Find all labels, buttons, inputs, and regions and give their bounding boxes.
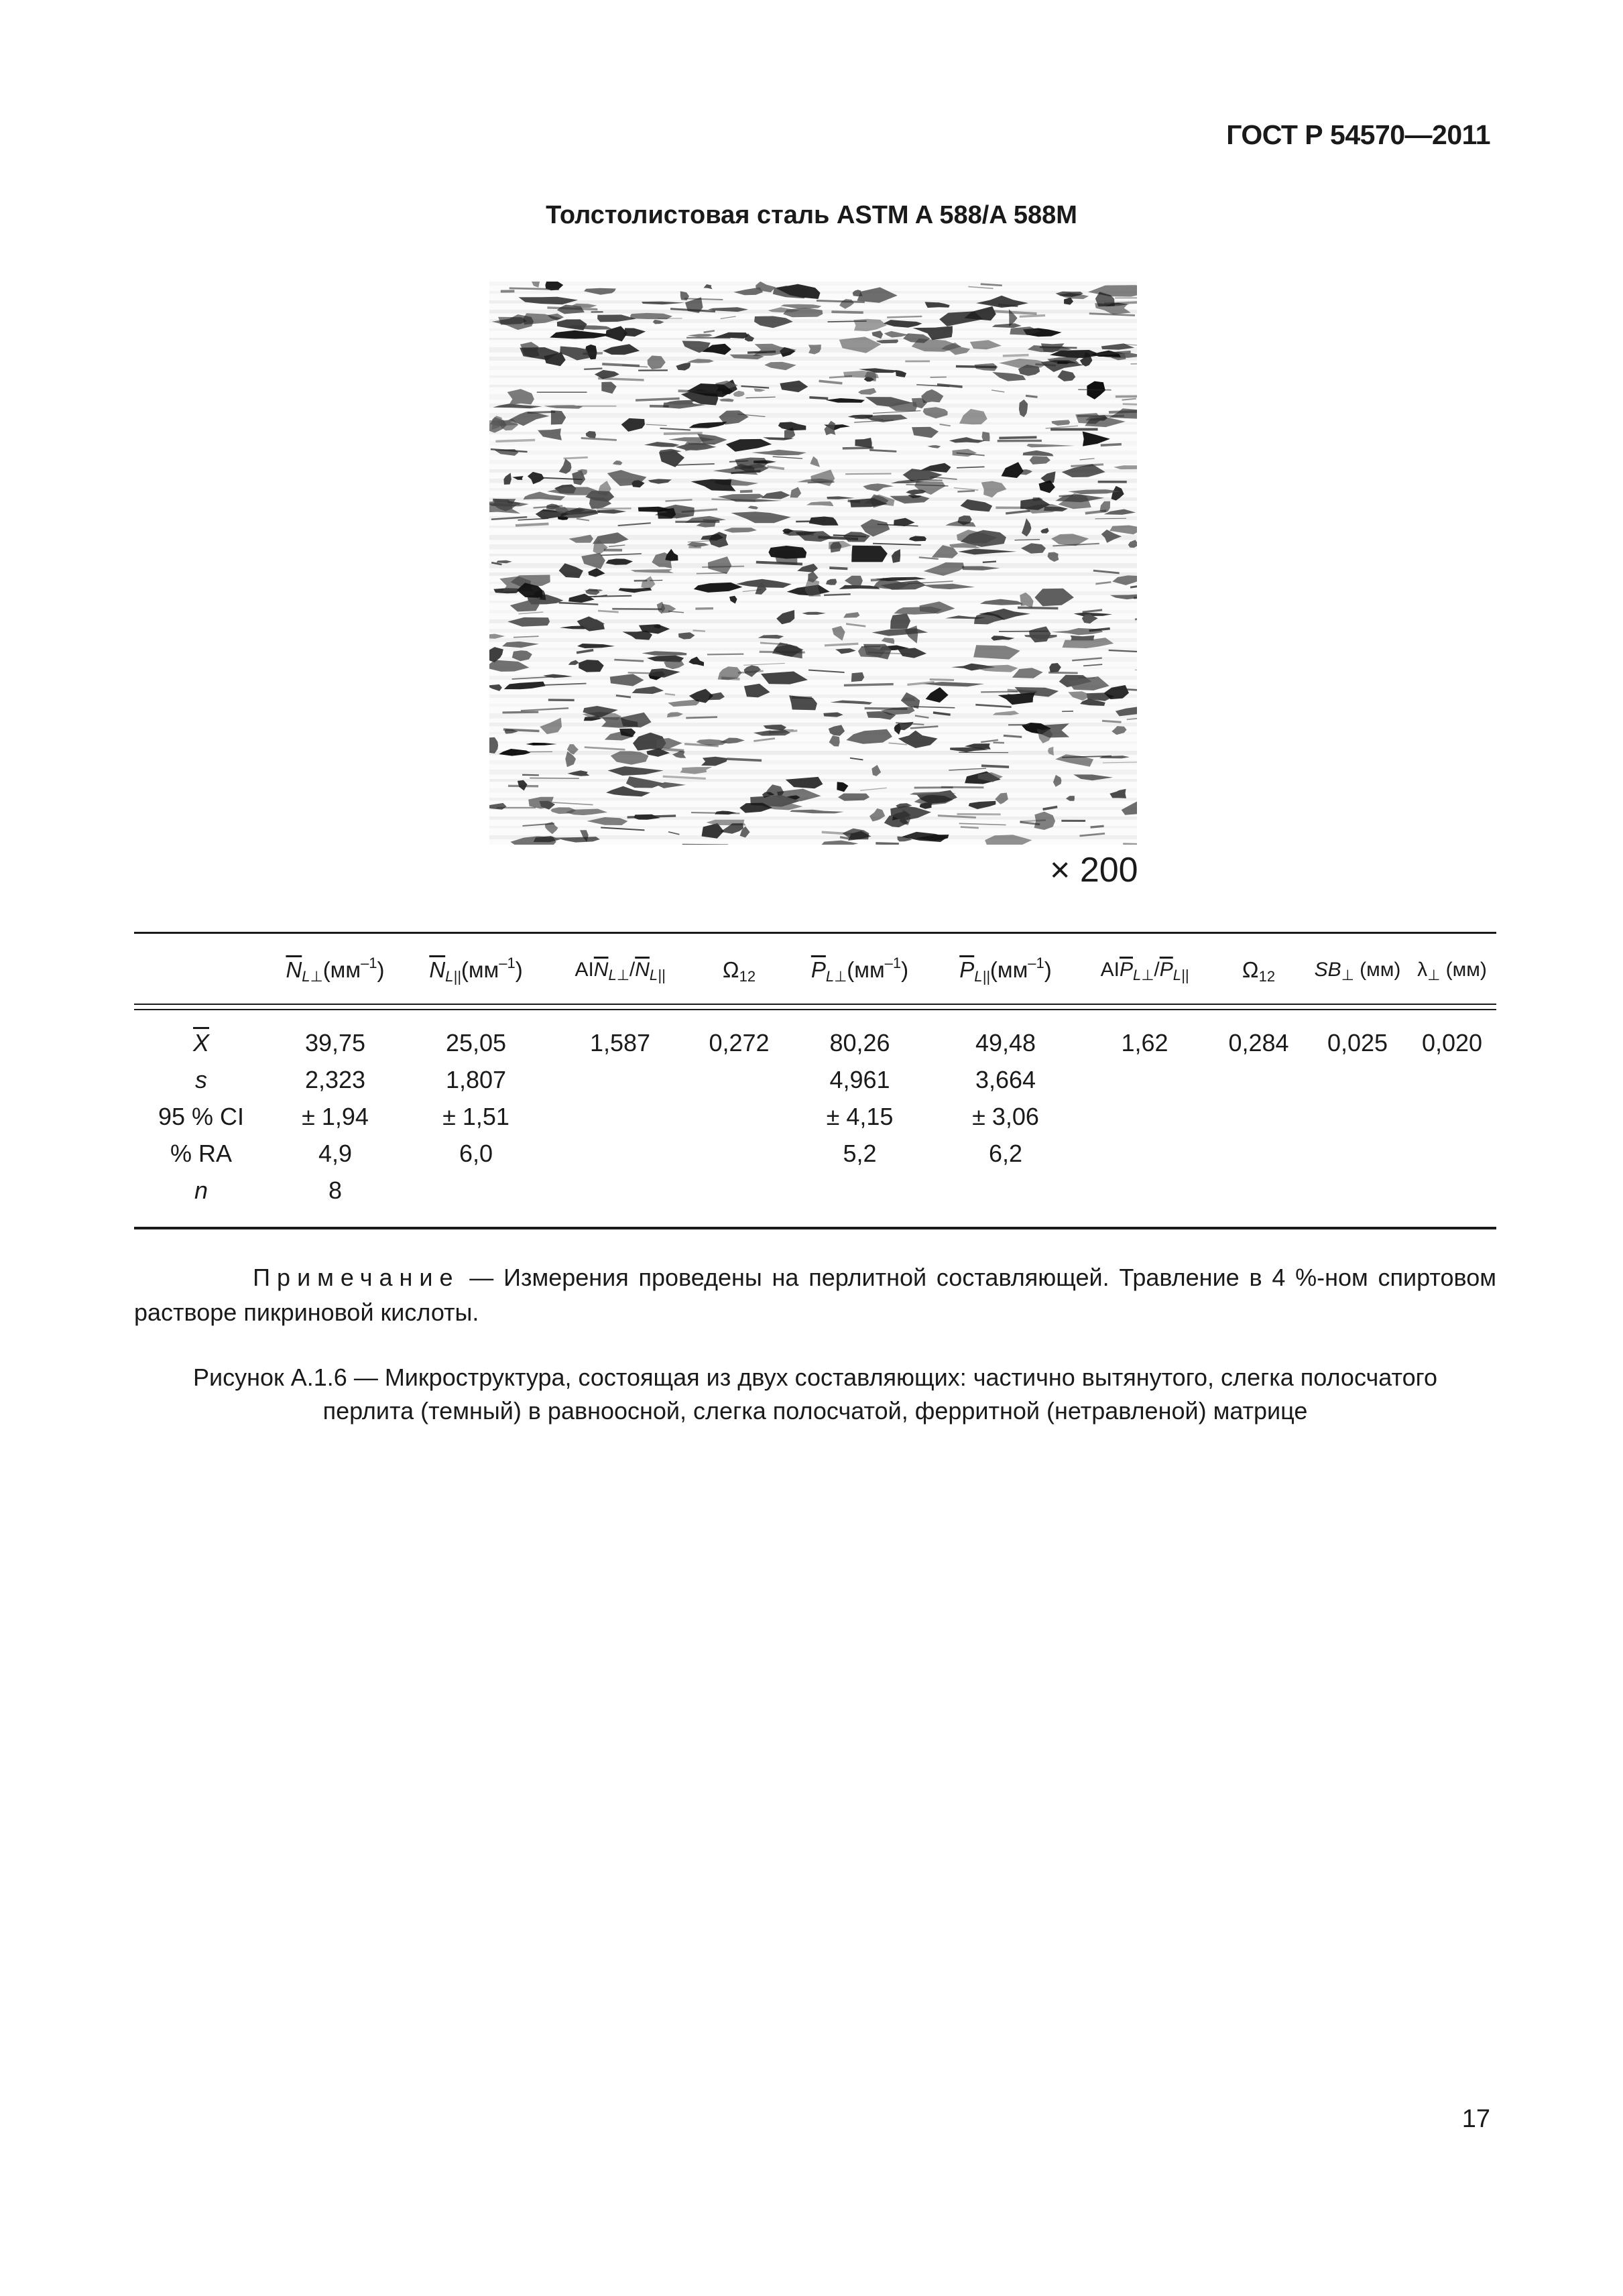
note [134, 1260, 1496, 1330]
table-top-rule [134, 932, 1496, 934]
micrograph-image [489, 282, 1137, 845]
header-n-l-par: $\overline{N}_{L||}(мм^{-1})$ [429, 955, 523, 985]
standard-designation: ГОСТ Р 54570—2011 [1226, 119, 1490, 150]
table-cell: 0,025 [1327, 1029, 1388, 1056]
table-cell: ± 1,51 [442, 1103, 509, 1130]
table-cell: 3,664 [975, 1066, 1036, 1093]
table-header-rule-1 [134, 1004, 1496, 1005]
figure-caption [134, 1361, 1496, 1428]
caption-line-2: перлита (темный) в равноосной, слегка полосчатой, ферритной (нетравленой) матрице [322, 1397, 1308, 1425]
header-ai-n: $AI\overline{N}_{L\perp}/\overline{N}_{L||}$ [575, 959, 666, 983]
header-ai-p: $AI\overline{P}_{L\perp}/\overline{P}_{L||}$ [1100, 959, 1189, 983]
header-p-l-perp: $\overline{P}_{L\perp}(мм^{-1})$ [810, 955, 909, 985]
table-cell: 80,26 [829, 1029, 890, 1056]
table-cell: 1,587 [589, 1029, 651, 1056]
table-cell: 49,48 [975, 1029, 1036, 1056]
row-label: s [195, 1066, 207, 1093]
table-cell: 39,75 [304, 1029, 366, 1056]
table-cell: 4,9 [318, 1140, 353, 1167]
table-row [134, 1098, 1496, 1135]
table-cell: 4,961 [829, 1066, 890, 1093]
table-row [134, 1135, 1496, 1172]
table-cell: 2,323 [304, 1066, 366, 1093]
table-cell: 25,05 [445, 1029, 507, 1056]
header-omega-12-a: $\Omega_{12}$ [722, 957, 756, 985]
table-bottom-rule [134, 1227, 1496, 1229]
table-cell: 8 [328, 1176, 343, 1204]
table-header-rule-2 [134, 1009, 1496, 1010]
header-p-l-par: $\overline{P}_{L||}(мм^{-1})$ [959, 955, 1052, 985]
table-cell: 5,2 [843, 1140, 877, 1167]
header-lambda-perp: $\lambda_\perp$ (мм) [1417, 959, 1487, 983]
table-row [134, 1024, 1496, 1061]
table-cell: 6,2 [988, 1140, 1023, 1167]
micrograph-texture [489, 282, 1137, 845]
header-sb-perp: $SB_\perp$ (мм) [1314, 959, 1401, 983]
table-header-row [134, 947, 1496, 993]
table-cell: ± 3,06 [972, 1103, 1039, 1130]
table-cell: 0,020 [1421, 1029, 1483, 1056]
caption-line-1: Рисунок А.1.6 — Микроструктура, состоящая из двух составляющих: частично вытянутого, слегка полосчатого [192, 1364, 1437, 1391]
table-row [134, 1172, 1496, 1209]
magnification-label: × 200 [1050, 851, 1138, 890]
table-cell: 6,0 [459, 1140, 493, 1167]
table-cell: 1,807 [445, 1066, 507, 1093]
header-omega-12-b: $\Omega_{12}$ [1242, 957, 1276, 985]
table-row [134, 1061, 1496, 1098]
table-cell: 0,284 [1228, 1029, 1289, 1056]
row-label: % RA [170, 1140, 233, 1167]
header-n-l-perp: $\overline{N}_{L\perp}(мм^{-1})$ [286, 955, 385, 985]
table-cell: ± 4,15 [826, 1103, 894, 1130]
note-text: — Измерения проведены на перлитной составляющей. Травление в 4 %-ном спиртовом растворе пикриновой кислоты. [134, 1264, 1496, 1326]
page-number: 17 [1461, 2105, 1490, 2133]
row-label: $\overline{X}$ [192, 1029, 209, 1056]
table-cell: ± 1,94 [302, 1103, 369, 1130]
note-lead: Примечание [253, 1264, 460, 1291]
row-label: 95 % CI [158, 1103, 245, 1130]
figure-title: Толстолистовая сталь ASTM A 588/A 588M [546, 201, 1077, 229]
row-label: n [194, 1176, 208, 1204]
table-cell: 0,272 [709, 1029, 770, 1056]
table-cell: 1,62 [1121, 1029, 1168, 1056]
